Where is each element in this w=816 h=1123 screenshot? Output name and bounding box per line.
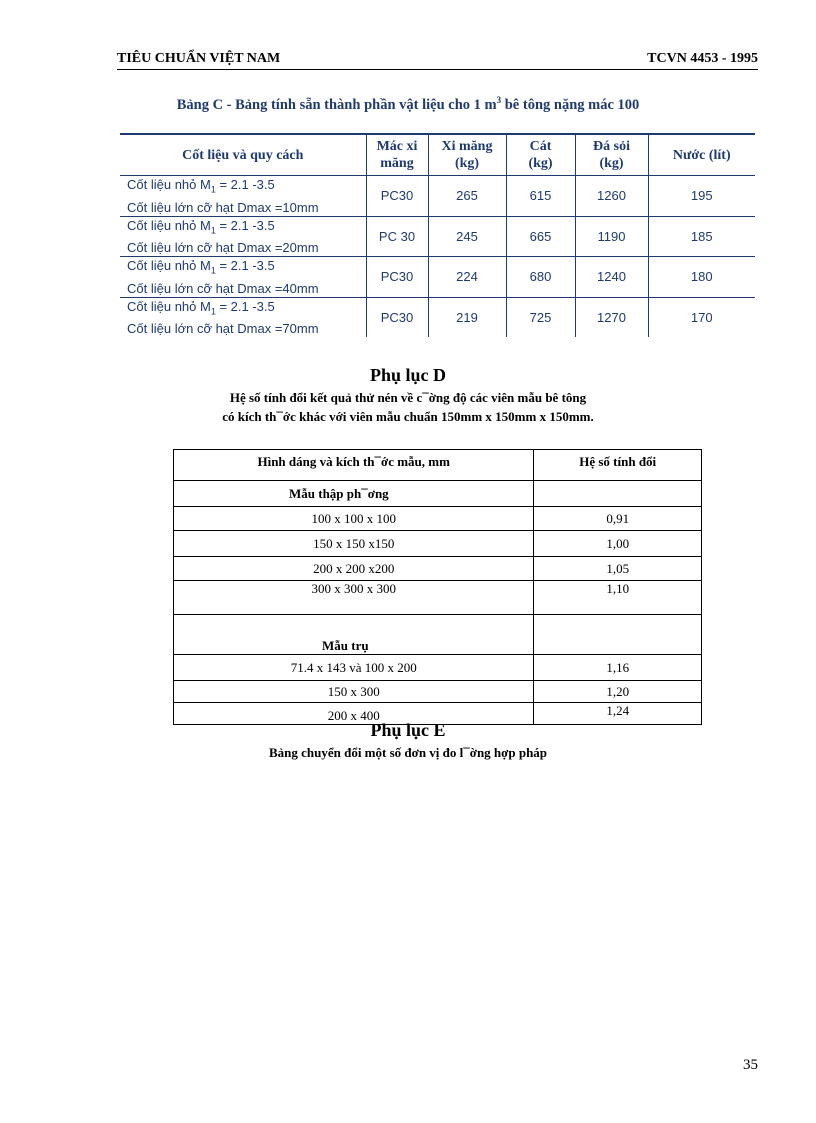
page-number: 35: [743, 1057, 758, 1073]
factor-cell: 1,24: [534, 703, 702, 725]
table-d-header-row: [174, 450, 702, 481]
col-header-aggregate: Cốt liệu và quy cách: [120, 134, 366, 176]
size-cell: 71.4 x 143 và 100 x 200: [174, 655, 534, 681]
cement-cell: 224: [428, 257, 506, 298]
cement-cell: 245: [428, 216, 506, 257]
appendix-d-description: [0, 388, 816, 426]
size-cell: 200 x 400: [174, 703, 534, 725]
section-label-cube: Mẫu thập ph¯ơng: [174, 481, 534, 507]
factor-cell: 1,20: [534, 681, 702, 703]
appendix-d-heading: Phụ lục D: [369, 365, 447, 385]
aggregate-cell: Cốt liệu nhỏ $M_1 = 2.1$ -3.5 Cốt liệu lớn cỡ hạt Dmax =40mm: [120, 257, 366, 298]
grade-cell: PC30: [366, 176, 428, 217]
appendix-e-description: Bảng chuyển đổi một số đơn vị đo l¯ờng hợp pháp: [268, 745, 548, 760]
size-cell: 300 x 300 x 300: [174, 581, 534, 615]
table-row: [174, 581, 702, 615]
appendix-d-desc-line2: có kích th¯ớc khác với viên mẫu chuẩn 150mm x 150mm x 150mm.: [222, 409, 594, 424]
grade-cell: PC30: [366, 297, 428, 337]
col-header-shape: Hình dáng và kích th¯ớc mẫu, mm: [174, 450, 534, 481]
aggregate-cell: Cốt liệu nhỏ $M_1 = 2.1$ -3.5 Cốt liệu lớn cỡ hạt Dmax =20mm: [120, 216, 366, 257]
gravel-cell: 1190: [575, 216, 648, 257]
col-header-cement: Xi măng (kg): [428, 134, 506, 176]
aggregate-cell: Cốt liệu nhỏ $M_1 = 2.1$ -3.5 Cốt liệu lớn cỡ hạt Dmax =10mm: [120, 176, 366, 217]
appendix-d-desc-line1: Hệ số tính đổi kết quả thử nén về c¯ờng độ các viên mẫu bê tông: [229, 390, 587, 405]
table-row: [120, 297, 755, 337]
factor-cell: 1,10: [534, 581, 702, 615]
sand-cell: 725: [506, 297, 575, 337]
table-c-title-superscript: 3: [496, 95, 502, 105]
col-header-water: Nước (lít): [648, 134, 755, 176]
header-standard-code: TCVN 4453 - 1995: [647, 51, 758, 66]
cement-cell: 265: [428, 176, 506, 217]
water-cell: 170: [648, 297, 755, 337]
table-row: [120, 176, 755, 217]
sand-cell: 680: [506, 257, 575, 298]
section-label-cylinder: Mẫu trụ: [174, 615, 534, 655]
size-cell: 100 x 100 x 100: [174, 507, 534, 531]
table-c-title: [0, 95, 816, 114]
appendix-e-heading: Phụ lục E: [370, 720, 446, 740]
section-row-cylinder: [174, 615, 702, 655]
table-row: [174, 507, 702, 531]
aggregate-cell: Cốt liệu nhỏ $M_1 = 2.1$ -3.5 Cốt liệu lớn cỡ hạt Dmax =70mm: [120, 297, 366, 337]
gravel-cell: 1260: [575, 176, 648, 217]
water-cell: 180: [648, 257, 755, 298]
table-row: [174, 557, 702, 581]
size-cell: 150 x 300: [174, 681, 534, 703]
table-c: [120, 133, 755, 337]
section-row-cube: [174, 481, 702, 507]
table-c-header-row: [120, 134, 755, 176]
water-cell: 195: [648, 176, 755, 217]
grade-cell: PC 30: [366, 216, 428, 257]
factor-cell: 1,00: [534, 531, 702, 557]
header-standard-name: TIÊU CHUẨN VIỆT NAM: [117, 51, 281, 66]
table-d: [173, 449, 702, 725]
size-cell: 200 x 200 x200: [174, 557, 534, 581]
page-header: [117, 50, 758, 70]
col-header-sand: Cát (kg): [506, 134, 575, 176]
sand-cell: 665: [506, 216, 575, 257]
water-cell: 185: [648, 216, 755, 257]
factor-cell: 0,91: [534, 507, 702, 531]
table-row: [174, 655, 702, 681]
col-header-cement-grade: Mác xi măng: [366, 134, 428, 176]
table-row: [174, 531, 702, 557]
size-cell: 150 x 150 x150: [174, 531, 534, 557]
col-header-factor: Hệ số tính đổi: [534, 450, 702, 481]
table-c-title-suffix: bê tông nặng mác 100: [501, 96, 640, 113]
factor-cell: 1,05: [534, 557, 702, 581]
gravel-cell: 1240: [575, 257, 648, 298]
cement-cell: 219: [428, 297, 506, 337]
gravel-cell: 1270: [575, 297, 648, 337]
factor-cell: 1,16: [534, 655, 702, 681]
table-row: [174, 681, 702, 703]
table-row: [120, 257, 755, 298]
table-row: [120, 216, 755, 257]
col-header-gravel: Đá sỏi (kg): [575, 134, 648, 176]
table-c-title-prefix: Bảng C - Bảng tính sẵn thành phần vật liệu cho 1 m: [176, 96, 497, 113]
sand-cell: 615: [506, 176, 575, 217]
grade-cell: PC30: [366, 257, 428, 298]
